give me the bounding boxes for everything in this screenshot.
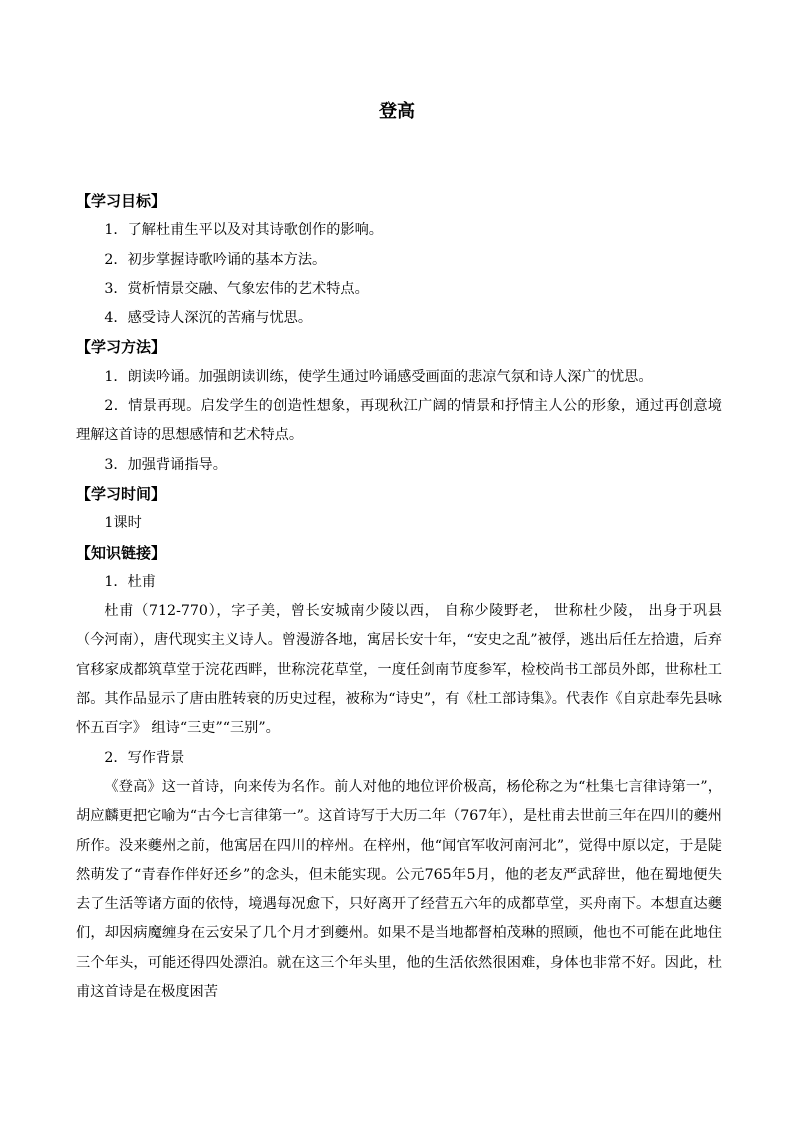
section-time	[76, 480, 722, 539]
paragraph: 2．写作背景	[104, 749, 185, 766]
page-title: 登高	[379, 101, 415, 122]
section-heading: 【学习目标】	[76, 192, 167, 210]
paragraph: 1课时	[104, 515, 142, 532]
section-heading: 【学习方法】	[76, 338, 167, 357]
paragraph: 2．情景再现。启发学生的创造性想象，再现秋江广阔的情景和抒情主人公的形象，通过再创意境理解这首诗的思想感情和艺术特点。	[76, 398, 722, 444]
section-heading: 【学习时间】	[76, 484, 167, 503]
document-body	[76, 187, 722, 1007]
section-heading: 【知识链接】	[76, 543, 167, 562]
paragraph: 1．了解杜甫生平以及对其诗歌创作的影响。	[104, 222, 383, 239]
paragraph: 3．加强背诵指导。	[104, 456, 227, 473]
section-knowledge-links	[76, 539, 722, 1008]
paragraph: 杜甫（712-770），字子美，曾长安城南少陵以西， 自称少陵野老， 世称杜少陵， 出身于巩县（今河南），唐代现实主义诗人。曾漫游各地，寓居长安十年，“安史之乱”被俘，逃出后任左拾遗，后弃官移家成都筑草堂于浣花西畔，世称浣花草堂，一度任剑南节度参军，检校尚书工部员外郎，世称杜工部。其作品显示了唐由胜转衰的历史过程，被称为“诗史”，有《杜工部诗集》。代表作《自京赴奉先县咏怀五百字》 组诗“三吏”“三别”。	[76, 603, 722, 737]
paragraph: 《登高》这一首诗，向来传为名作。前人对他的地位评价极高，杨伦称之为“杜集七言律诗第一”，胡应麟更把它喻为“古今七言律第一”。这首诗写于大历二年（767年），是杜甫去世前三年在四川的夔州所作。没来夔州之前，他寓居在四川的梓州。在梓州，他“闻官军收河南河北”，觉得中原以定，于是陡然萌发了“青春作伴好还乡”的念头，但未能实现。公元765年5月，他的老友严武辞世，他在蜀地便失去了生活等诸方面的依恃，境遇每况愈下，只好离开了经营五六年的成都草堂，买舟南下。本想直达夔们，却因病魔缠身在云安呆了几个月才到夔州。如果不是当地都督柏茂琳的照顾，他也不可能在此地住三个年头，可能还得四处漂泊。就在这三个年头里，他的生活依然很困难，身体也非常不好。因此，杜甫这首诗是在极度困苦	[76, 778, 722, 1001]
paragraph: 3．赏析情景交融、气象宏伟的艺术特点。	[104, 280, 369, 297]
paragraph: 1．朗读吟诵。加强朗读训练，使学生通过吟诵感受画面的悲凉气氛和诗人深广的忧思。	[104, 368, 653, 385]
paragraph: 4．感受诗人深沉的苦痛与忧思。	[104, 310, 313, 327]
paragraph: 1．杜甫	[104, 573, 156, 590]
paragraph: 2．初步掌握诗歌吟诵的基本方法。	[104, 251, 327, 268]
section-objectives	[76, 187, 722, 333]
section-methods	[76, 333, 722, 479]
